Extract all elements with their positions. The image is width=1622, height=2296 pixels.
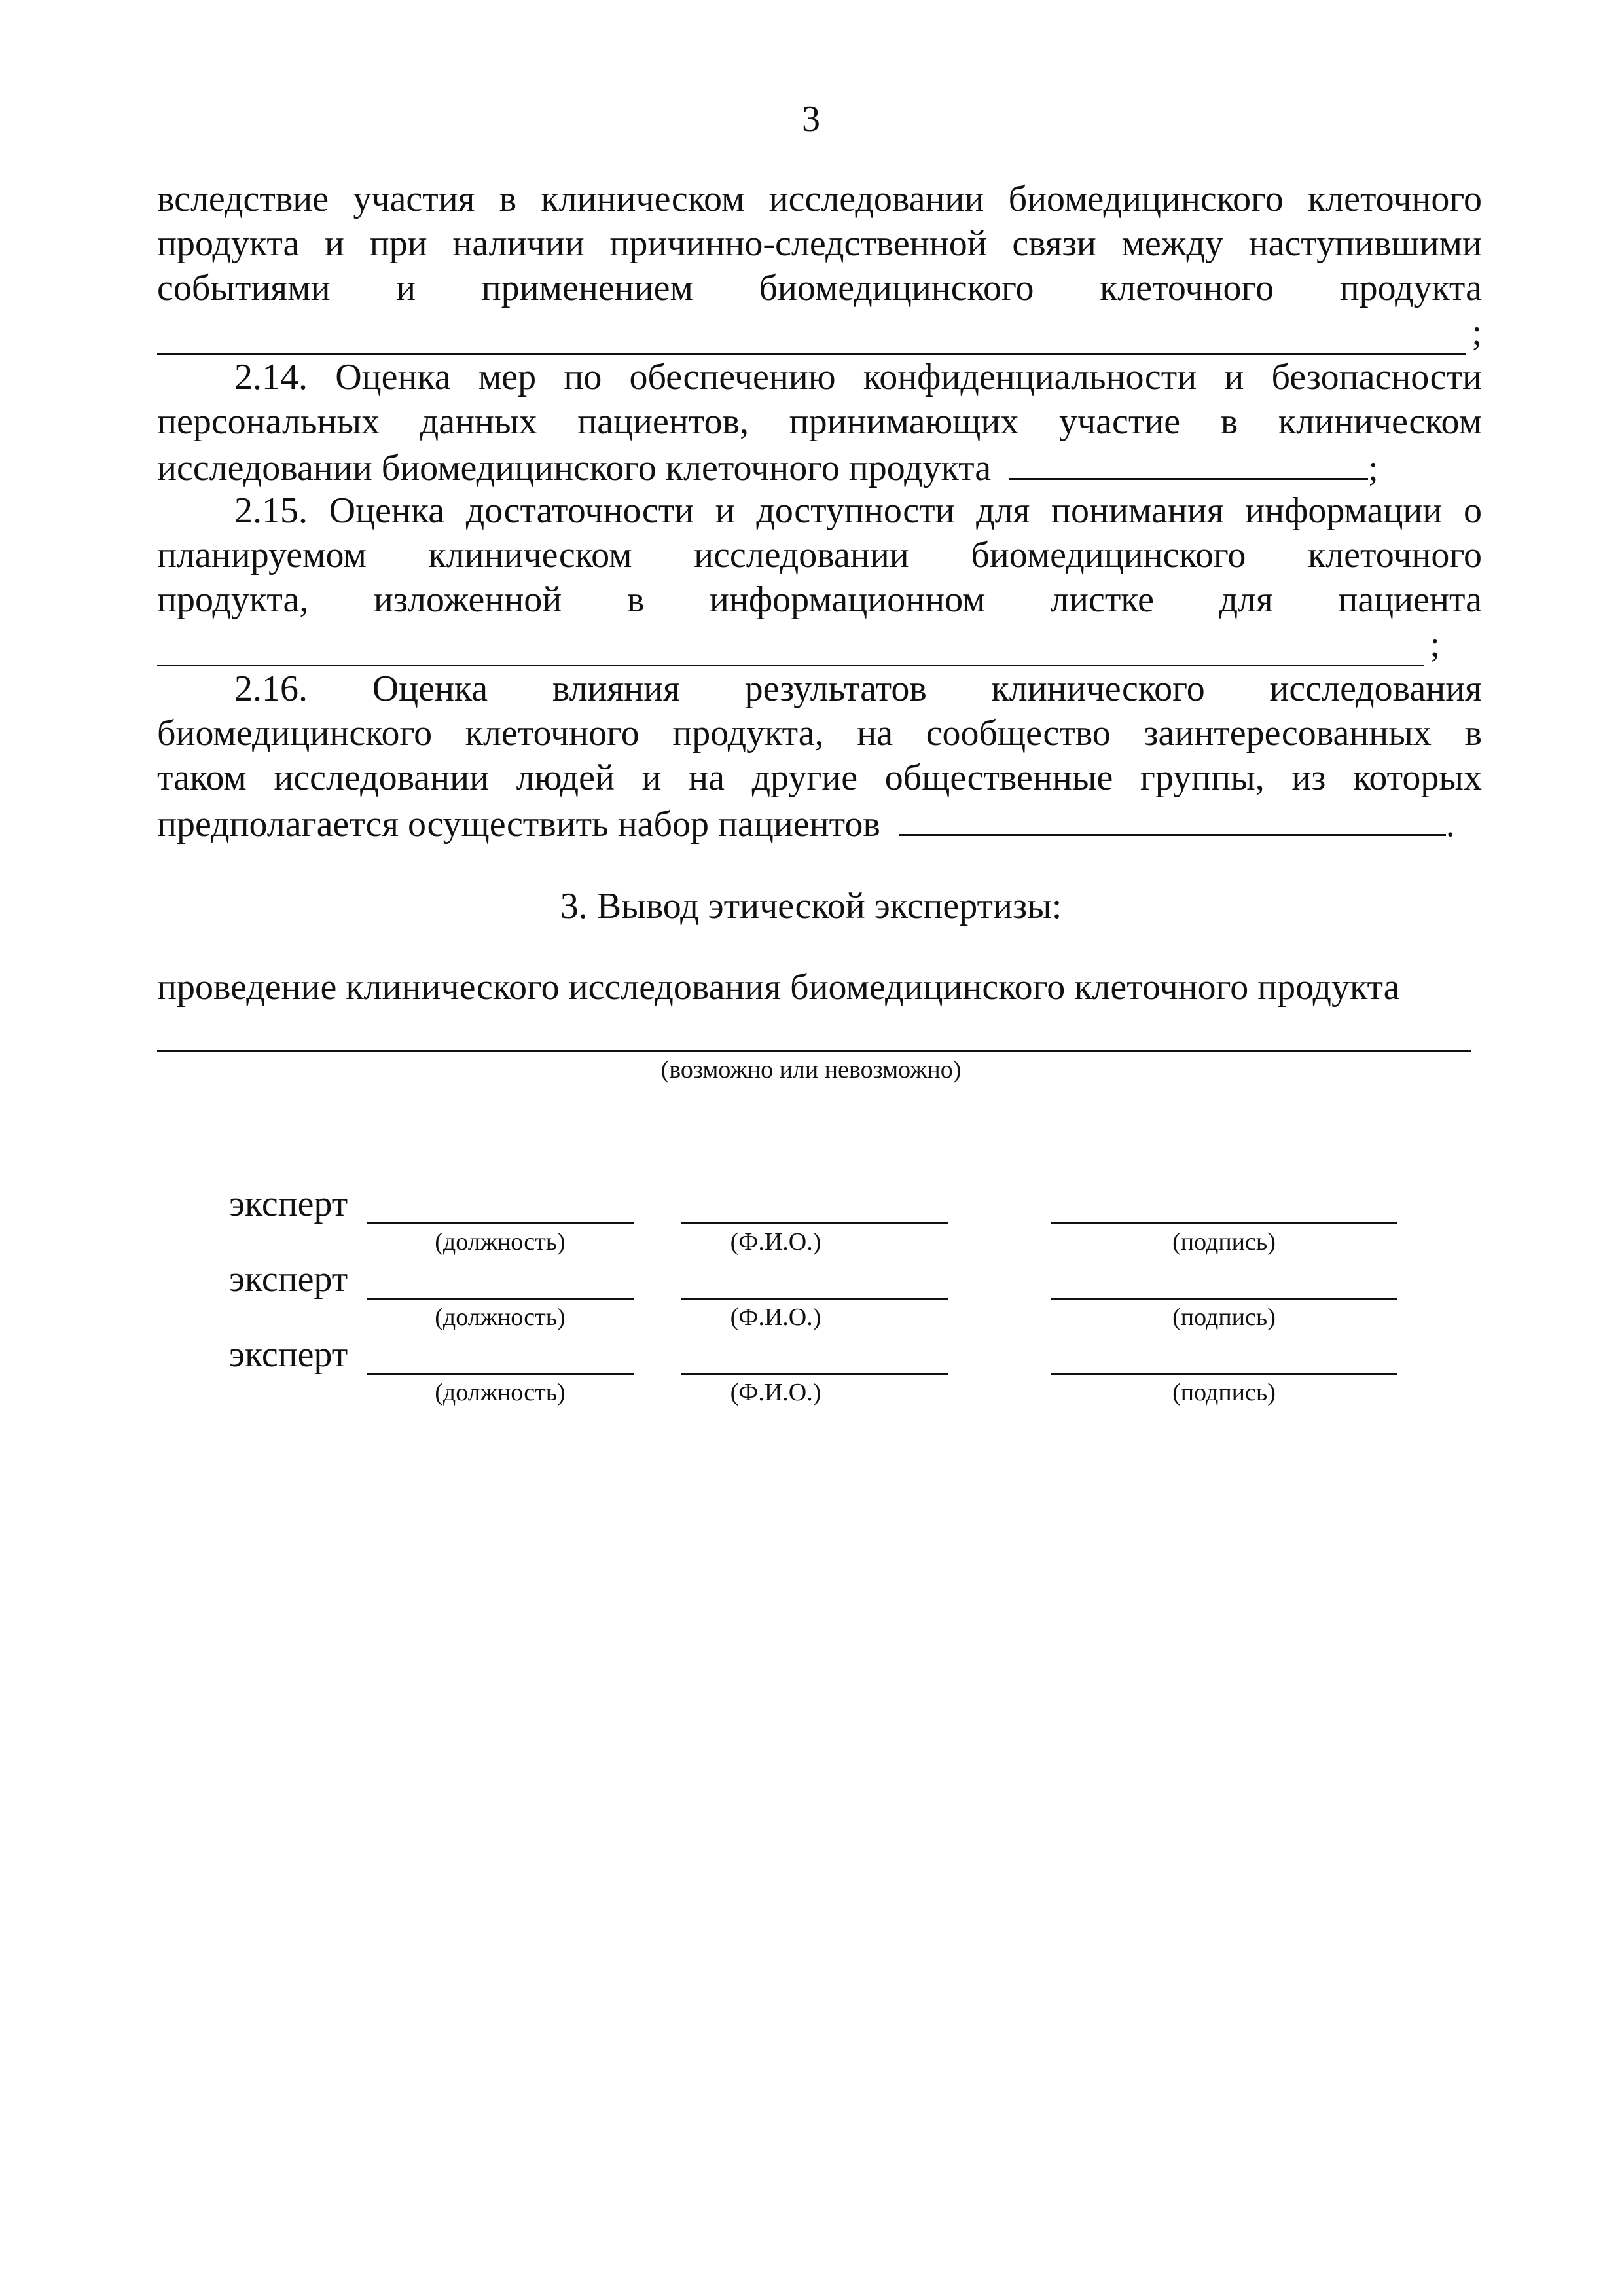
justified-line (157, 266, 1482, 310)
word: при (369, 223, 427, 264)
word: Оценка (335, 357, 451, 397)
word: другие (751, 757, 858, 798)
name-field[interactable] (681, 1222, 948, 1224)
word: исследовании (694, 535, 909, 575)
justified-line (157, 756, 1482, 800)
word: конфиденциальности (863, 357, 1197, 397)
justified-line (157, 533, 1482, 577)
line-end-punct: ; (1430, 624, 1440, 665)
word: Оценка (329, 490, 445, 531)
expert-label: эксперт (229, 1259, 348, 1300)
word: о (1464, 490, 1482, 531)
word: достаточности (465, 490, 694, 531)
word: клиническом (541, 179, 745, 219)
word: данных (420, 401, 537, 442)
word: по (564, 357, 602, 397)
word: листке (1051, 579, 1154, 620)
word: таком (157, 757, 247, 798)
word: изложенной (373, 579, 562, 620)
item-2-14 (157, 355, 1482, 488)
expert-label: эксперт (229, 1334, 348, 1375)
word: персональных (157, 401, 380, 442)
word: 2.16. (234, 668, 308, 709)
word: и (396, 268, 416, 308)
justified-line (157, 355, 1482, 399)
item-2-16 (157, 666, 1482, 845)
word: в (626, 579, 645, 620)
word: пациента (1338, 579, 1482, 620)
signature-caption: (подпись) (1172, 1228, 1276, 1256)
blank-field[interactable] (1009, 444, 1368, 480)
word: клеточного (1100, 268, 1274, 308)
word: событиями (157, 268, 331, 308)
word: обеспечению (629, 357, 836, 397)
conclusion-blank-field[interactable] (157, 1050, 1471, 1052)
page-number: 3 (802, 99, 820, 139)
intro-blank-line (157, 310, 1482, 355)
word: заинтересованных (1144, 713, 1432, 754)
word: для (1219, 579, 1273, 620)
word: планируемом (157, 535, 367, 575)
justified-line (157, 399, 1482, 444)
justified-line (157, 177, 1482, 221)
position-caption: (должность) (435, 1228, 566, 1256)
signature-caption: (подпись) (1172, 1303, 1276, 1331)
word: причинно-следственной (609, 223, 987, 264)
line-text: предполагается осуществить набор пациентов (157, 804, 880, 845)
position-field[interactable] (367, 1373, 634, 1375)
word: 2.14. (234, 357, 308, 397)
expert-row (0, 1332, 1622, 1411)
item-2-16-last-line (157, 800, 1482, 845)
word: клиническом (428, 535, 632, 575)
section-heading: 3. Вывод этической экспертизы: (560, 886, 1062, 926)
signature-field[interactable] (1051, 1373, 1397, 1375)
position-field[interactable] (367, 1222, 634, 1224)
word: безопасности (1271, 357, 1482, 397)
blank-field[interactable] (157, 630, 1424, 666)
name-caption: (Ф.И.О.) (730, 1379, 821, 1406)
conclusion-text: проведение клинического исследования биомедицинского клеточного продукта (157, 967, 1400, 1008)
word: и (715, 490, 735, 531)
word: влияния (552, 668, 680, 709)
word: клинического (991, 668, 1205, 709)
name-caption: (Ф.И.О.) (730, 1228, 821, 1256)
position-caption: (должность) (435, 1303, 566, 1331)
word: в (1464, 713, 1482, 754)
conclusion-caption: (возможно или невозможно) (660, 1056, 962, 1084)
word: биомедицинского (1008, 179, 1284, 219)
word: на (857, 713, 893, 754)
name-caption: (Ф.И.О.) (730, 1303, 821, 1331)
blank-field[interactable] (899, 800, 1446, 836)
word: мер (478, 357, 537, 397)
item-2-15 (157, 488, 1482, 666)
justified-line (157, 666, 1482, 711)
word: применением (481, 268, 693, 308)
word: из (1291, 757, 1326, 798)
word: клеточного (1307, 535, 1482, 575)
word: информации (1245, 490, 1443, 531)
signature-field[interactable] (1051, 1298, 1397, 1300)
expert-label: эксперт (229, 1184, 348, 1224)
blank-field[interactable] (157, 319, 1466, 355)
line-text: исследовании биомедицинского клеточного продукта (157, 448, 992, 488)
word: информационном (709, 579, 986, 620)
word: биомедицинского (157, 713, 433, 754)
word: группы, (1140, 757, 1265, 798)
word: 2.15. (234, 490, 308, 531)
intro-paragraph (157, 177, 1482, 355)
word: Оценка (372, 668, 488, 709)
expert-row (0, 1182, 1622, 1260)
word: исследовании (274, 757, 490, 798)
word: исследования (1269, 668, 1482, 709)
position-field[interactable] (367, 1298, 634, 1300)
item-2-14-last-line (157, 444, 1482, 488)
word: продукта, (157, 579, 309, 620)
justified-line (157, 711, 1482, 756)
word: в (499, 179, 517, 219)
word: участия (353, 179, 475, 219)
word: результатов (744, 668, 927, 709)
name-field[interactable] (681, 1373, 948, 1375)
word: сообщество (926, 713, 1111, 754)
item-2-15-blank-line (157, 622, 1440, 666)
word: клиническом (1278, 401, 1482, 442)
word: клеточного (465, 713, 640, 754)
word: наличии (452, 223, 585, 264)
word: биомедицинского (971, 535, 1246, 575)
word: понимания (1051, 490, 1224, 531)
word: связи (1012, 223, 1096, 264)
word: которых (1353, 757, 1482, 798)
word: доступности (756, 490, 955, 531)
word: наступившими (1248, 223, 1482, 264)
word: продукта (157, 223, 300, 264)
word: биомедицинского (759, 268, 1034, 308)
word: пациентов, (577, 401, 749, 442)
word: исследовании (768, 179, 984, 219)
line-end-punct: . (1445, 804, 1455, 845)
word: в (1220, 401, 1238, 442)
justified-line (157, 221, 1482, 266)
word: продукта (1339, 268, 1482, 308)
word: вследствие (157, 179, 329, 219)
justified-line (157, 577, 1482, 622)
expert-row (0, 1257, 1622, 1336)
word: и (325, 223, 344, 264)
word: участие (1058, 401, 1181, 442)
position-caption: (должность) (435, 1379, 566, 1406)
word: для (976, 490, 1030, 531)
word: общественные (884, 757, 1113, 798)
word: и (641, 757, 662, 798)
line-end-punct: ; (1471, 312, 1482, 353)
word: продукта, (672, 713, 824, 754)
word: между (1121, 223, 1223, 264)
name-field[interactable] (681, 1298, 948, 1300)
word: принимающих (789, 401, 1019, 442)
line-end-punct: ; (1368, 448, 1379, 488)
word: на (689, 757, 725, 798)
word: клеточного (1307, 179, 1482, 219)
signature-caption: (подпись) (1172, 1379, 1276, 1406)
justified-line (157, 488, 1482, 533)
word: и (1224, 357, 1244, 397)
word: людей (516, 757, 615, 798)
signature-field[interactable] (1051, 1222, 1397, 1224)
